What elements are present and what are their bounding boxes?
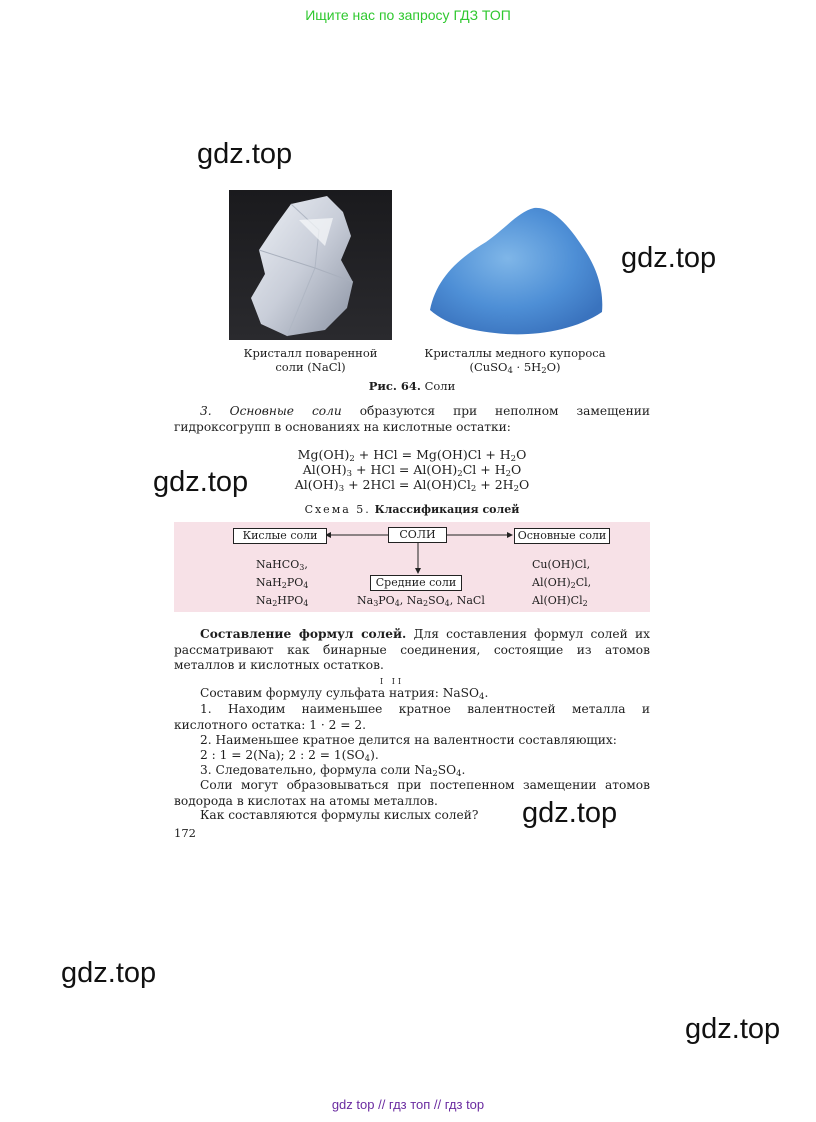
scheme-label: Схема 5. (304, 503, 371, 516)
salts-box: СОЛИ (388, 527, 447, 543)
text: · 5H (512, 360, 542, 374)
salt-crystal-photo (229, 190, 392, 340)
subscript: 2 (570, 581, 576, 590)
figure-title (174, 379, 650, 393)
t: NaHCO (256, 558, 300, 571)
t: , (304, 558, 308, 571)
scheme-title (174, 503, 650, 516)
t: Cu(OH)Cl, (532, 558, 591, 571)
t: Al(OH) (302, 462, 347, 477)
term: Основные соли (229, 404, 342, 418)
subscript: 4 (456, 769, 462, 779)
subscript: 4 (444, 599, 450, 608)
subscript: 2 (513, 484, 519, 494)
classification-scheme (174, 522, 650, 612)
subscript: 2 (541, 366, 547, 376)
middle-salt-formulas (357, 594, 485, 607)
subscript: 2 (457, 469, 463, 479)
caption-line: Кристаллы медного купороса (424, 346, 606, 360)
basic-salt-formula (532, 558, 590, 571)
text: Для составления формул солей их рассматривают как бинарные соединения, состоящие из атомов металлов и кислотных остатков. (174, 627, 650, 672)
step-1: 1. Находим наименьшее кратное валентностей металла и кислотного остатка: 1 · 2 = 2. (174, 702, 650, 732)
t: HPO (277, 594, 304, 607)
subscript: 4 (479, 692, 485, 702)
watermark: gdz.top (621, 242, 717, 274)
t: O (518, 477, 530, 492)
t: SO (428, 594, 445, 607)
middle-salts-box: Средние соли (370, 575, 462, 591)
figure-number: Рис. 64. (368, 379, 421, 393)
t: PO (286, 576, 304, 589)
item-number: 3. (200, 404, 230, 418)
acid-salts-box: Кислые соли (233, 528, 327, 544)
figure-name: Соли (420, 379, 456, 393)
acid-salt-formula (256, 594, 308, 607)
step-2: 2. Наименьшее кратное делится на валентности составляющих: (200, 733, 617, 747)
subscript: 4 (394, 599, 400, 608)
text: (CuSO (469, 360, 508, 374)
subscript: 2 (272, 599, 278, 608)
t: Na (357, 594, 374, 607)
t: + HCl = Mg(OH)Cl + H (354, 447, 511, 462)
subscript: 4 (507, 366, 513, 376)
subscript: 2 (281, 581, 287, 590)
subscript: 3 (299, 563, 305, 572)
t: + 2H (476, 477, 514, 492)
t: O (516, 447, 527, 462)
step-3 (174, 763, 650, 779)
left-photo-caption (229, 346, 392, 374)
basic-salt-formula (532, 594, 588, 607)
watermark: gdz.top (685, 1013, 781, 1045)
bottom-links[interactable]: gdz top // гдз топ // гдз top (331, 1097, 485, 1112)
question: Как составляются формулы кислых солей? (200, 808, 479, 822)
right-photo-caption (410, 346, 620, 374)
basic-salts-paragraph (174, 404, 650, 435)
t: . (461, 763, 466, 777)
t: 2 : 1 = 2(Na); 2 : 2 = 1(SO (200, 748, 365, 762)
t: NaH (256, 576, 282, 589)
t: Al(OH) (294, 477, 339, 492)
subscript: 2 (582, 599, 588, 608)
line (174, 686, 650, 702)
text: O) (546, 360, 561, 374)
basic-salt-formula (532, 576, 591, 589)
t: ). (370, 748, 379, 762)
subscript: 2 (510, 454, 517, 464)
valence-marks: I II (380, 677, 405, 686)
salts-formation-note: Соли могут образовываться при постепенном замещении атомов водорода в кислотах на атомы металлов. (174, 778, 650, 808)
t: Составим формулу сульфата натрия: NaSO (200, 686, 480, 700)
copper-sulfate-photo (426, 190, 606, 340)
t: 3. Следовательно, формула соли Na (200, 763, 433, 777)
line (174, 748, 650, 764)
caption-line: соли (NaCl) (275, 360, 346, 374)
t: O (511, 462, 522, 477)
t: Mg(OH) (297, 447, 350, 462)
subscript: 3 (338, 484, 345, 494)
t: Al(OH)Cl (532, 594, 583, 607)
subscript: 2 (470, 484, 477, 494)
t: + 2HCl = Al(OH)Cl (344, 477, 471, 492)
watermark: gdz.top (522, 797, 618, 829)
subscript: 2 (505, 469, 512, 479)
t: Cl, (575, 576, 592, 589)
subscript: 2 (349, 454, 355, 464)
composing-paragraph (174, 627, 650, 674)
t: , NaCl (449, 594, 485, 607)
t: Na (256, 594, 273, 607)
t: SO (437, 763, 457, 777)
acid-salt-formula (256, 558, 308, 571)
equation-1 (174, 448, 650, 462)
t: PO (378, 594, 395, 607)
t: . (484, 686, 489, 700)
t: Cl + H (462, 462, 506, 477)
scheme-name: Классификация солей (370, 503, 520, 516)
caption-line (410, 360, 620, 374)
watermark: gdz.top (197, 138, 293, 170)
top-banner[interactable]: Ищите нас по запросу ГДЗ ТОП (305, 7, 511, 23)
acid-salt-formula (256, 576, 308, 589)
t: Al(OH) (532, 576, 571, 589)
subscript: 4 (303, 599, 309, 608)
subscript: 3 (346, 469, 353, 479)
subscript: 4 (303, 581, 309, 590)
t: , Na (399, 594, 423, 607)
watermark: gdz.top (153, 466, 249, 498)
equation-3 (174, 478, 650, 492)
t: + HCl = Al(OH) (352, 462, 458, 477)
section-heading: Составление формул солей. (200, 627, 407, 641)
subscript: 4 (364, 754, 371, 764)
page-number: 172 (174, 826, 196, 840)
basic-salts-box: Основные соли (514, 528, 610, 544)
subscript: 3 (373, 599, 379, 608)
caption-line: Кристалл поваренной (243, 346, 378, 360)
text: образуются при неполном замещении гидроксогрупп в основаниях на кислотные остатки: (174, 404, 650, 434)
watermark: gdz.top (61, 957, 157, 989)
equation-2 (174, 463, 650, 477)
subscript: 2 (422, 599, 429, 608)
subscript: 2 (432, 769, 438, 779)
